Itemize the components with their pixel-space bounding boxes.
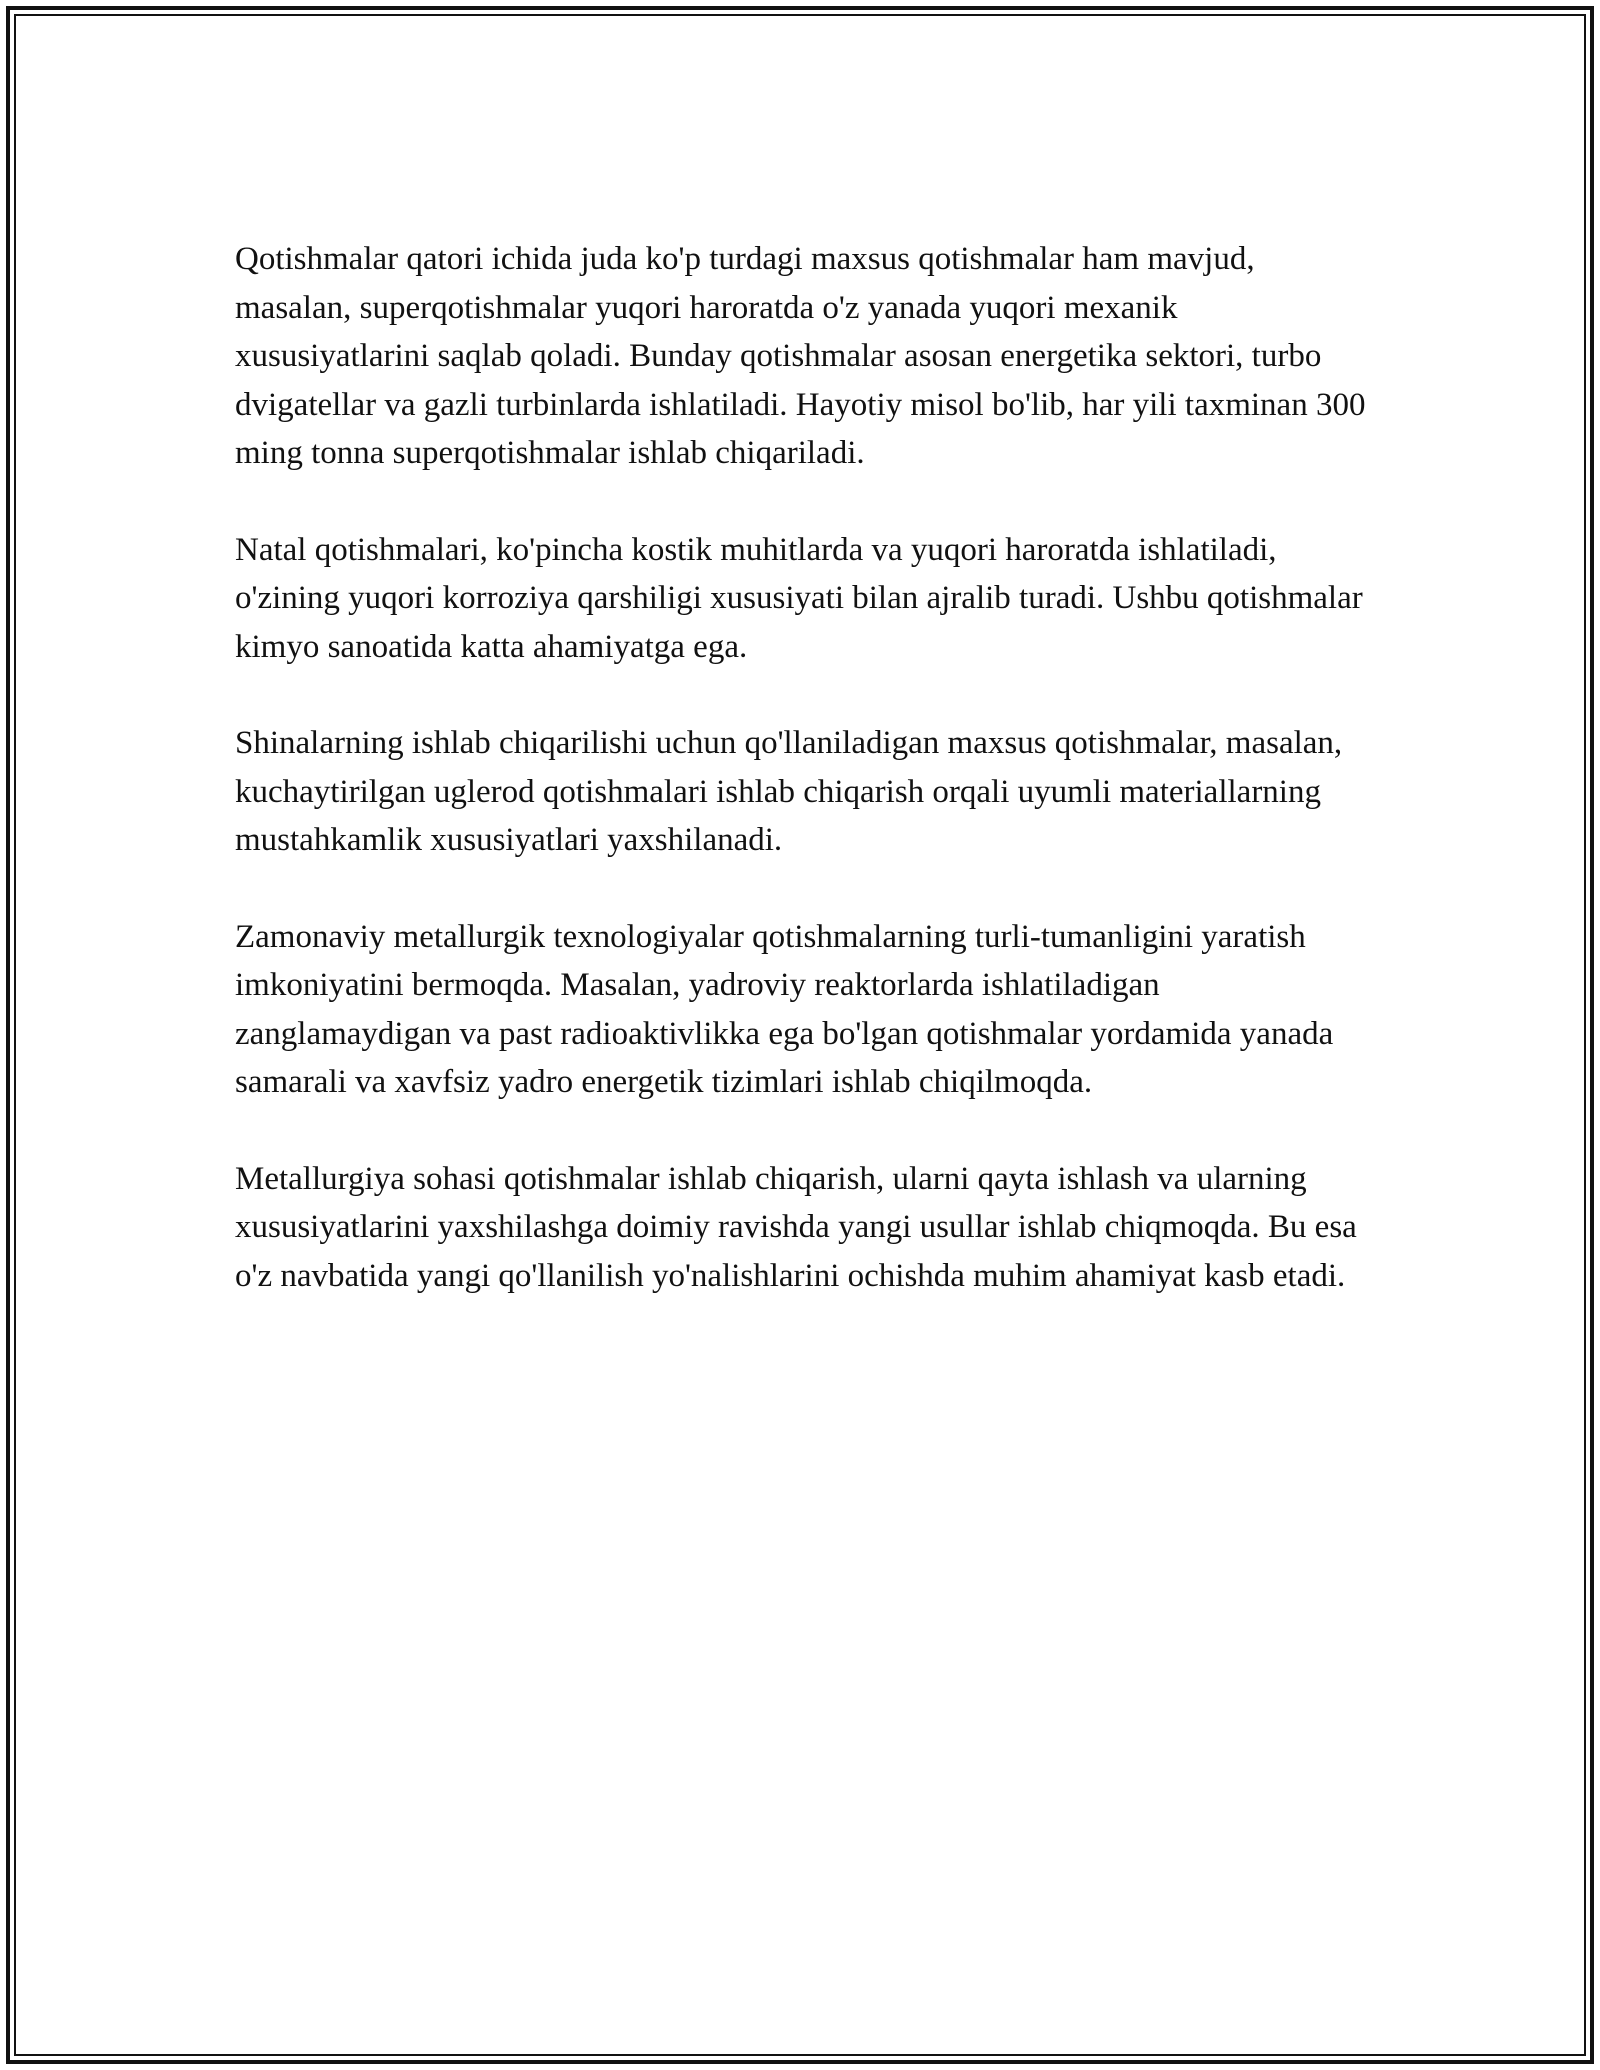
paragraph-2: Natal qotishmalari, ko'pincha kostik muhitlarda va yuqori haroratda ishlatiladi, o'zining yuqori korroziya qarshiligi xususiyati bilan ajralib turadi. Ushbu qotishmalar kimyo sanoatida katta ahamiyatga ega. [235,531,1363,665]
paragraph-4: Zamonaviy metallurgik texnologiyalar qotishmalarning turli-tumanligini yaratish imkoniyatini bermoqda. Masalan, yadroviy reaktorlarda ishlatiladigan zanglamaydigan va past radioaktivlikka ega bo'lgan qotishmalar yordamida yanada samarali va xavfsiz yadro energetik tizimlari ishlab chiqilmoqda. [235,918,1334,1100]
paragraph-3: Shinalarning ishlab chiqarilishi uchun qo'llaniladigan maxsus qotishmalar, masalan, kuchaytirilgan uglerod qotishmalari ishlab chiqarish orqali uyumli materiallarning mustahkamlik xususiyatlari yaxshilanadi. [235,725,1343,858]
document-body [235,235,1375,1348]
paragraph-5: Metallurgiya sohasi qotishmalar ishlab chiqarish, ularni qayta ishlash va ularning xususiyatlarini yaxshilashga doimiy ravishda yangi usullar ishlab chiqmoqda. Bu esa o'z navbatida yangi qo'llanilish yo'nalishlarini ochishda muhim ahamiyat kasb etadi. [235,1160,1357,1294]
paragraph-1: Qotishmalar qatori ichida juda ko'p turdagi maxsus qotishmalar ham mavjud, masalan, superqotishmalar yuqori haroratda o'z yanada yuqori mexanik xususiyatlarini saqlab qoladi. Bunday qotishmalar asosan energetika sektori, turbo dvigatellar va gazli turbinlarda ishlatiladi. Hayotiy misol bo'lib, har yili taxminan 300 ming tonna superqotishmalar ishlab chiqariladi. [235,241,1366,471]
